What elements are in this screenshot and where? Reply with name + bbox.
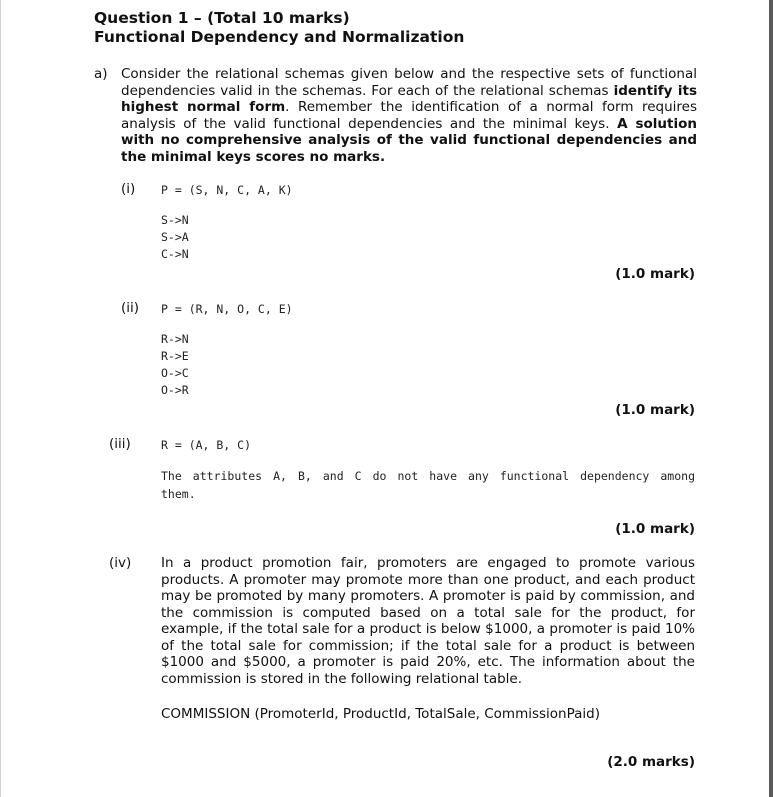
fd-line: C->N — [161, 247, 189, 261]
intro-bold-1: identify its highest normal form — [121, 82, 697, 115]
fd-line: R->N — [161, 332, 189, 346]
intro-bold-2: A solution with no comprehensive analysis of the valid functional dependencies and the minimal keys scores no marks. — [121, 115, 697, 165]
item-i-mark: (1.0 mark) — [615, 266, 695, 282]
question-subtitle: Functional Dependency and Normalization — [94, 28, 465, 46]
intro-text-1: Consider the relational schemas given below and the respective sets of functional dependencies valid in the schemas. For each of the relational schemas — [121, 66, 697, 99]
intro-text-2: . Remember the identification of a normal form requires analysis of the valid functional dependencies and the minimal keys. — [121, 99, 697, 132]
item-ii-mark: (1.0 mark) — [615, 402, 695, 418]
item-iii-number: (iii) — [109, 436, 131, 452]
item-i-schema: P = (S, N, C, A, K) — [161, 183, 293, 197]
item-i-fd-list — [161, 212, 189, 263]
item-iv-mark: (2.0 marks) — [607, 754, 695, 770]
item-ii-number: (ii) — [121, 300, 140, 316]
item-iii-mark: (1.0 mark) — [615, 521, 695, 537]
page-right-border — [769, 0, 773, 797]
item-iv-description: In a product promotion fair, promoters are engaged to promote various products. A promoter may promote more than one product, and each product may be promoted by many promoters. A promoter is paid by commission, and the commission is computed based on a total sale for the product, for example, if the total sale for a product is below $1000, a promoter is paid 10% of the total sale for commission; if the total sale for a product is between $1000 and $5000, a promoter is paid 20%, etc. The information about the commission is stored in the following relational table. — [161, 555, 695, 687]
fd-line: S->A — [161, 230, 189, 244]
fd-line: R->E — [161, 349, 189, 363]
fd-line: S->N — [161, 213, 189, 227]
page-left-edge — [0, 0, 1, 797]
item-iv-number: (iv) — [109, 555, 132, 571]
fd-line: O->C — [161, 366, 189, 380]
question-title: Question 1 – (Total 10 marks) — [94, 9, 350, 27]
item-i-number: (i) — [121, 181, 136, 197]
part-a-intro — [121, 66, 697, 165]
item-iv-table: COMMISSION (PromoterId, ProductId, TotalSale, CommissionPaid) — [161, 706, 601, 722]
item-iii-schema: R = (A, B, C) — [161, 438, 252, 452]
part-a-label: a) — [94, 66, 108, 82]
item-ii-schema: P = (R, N, O, C, E) — [161, 302, 293, 316]
item-ii-fd-list — [161, 331, 189, 399]
item-iii-description: The attributes A, B, and C do not have any functional dependency among them. — [161, 469, 695, 501]
fd-line: O->R — [161, 383, 189, 397]
